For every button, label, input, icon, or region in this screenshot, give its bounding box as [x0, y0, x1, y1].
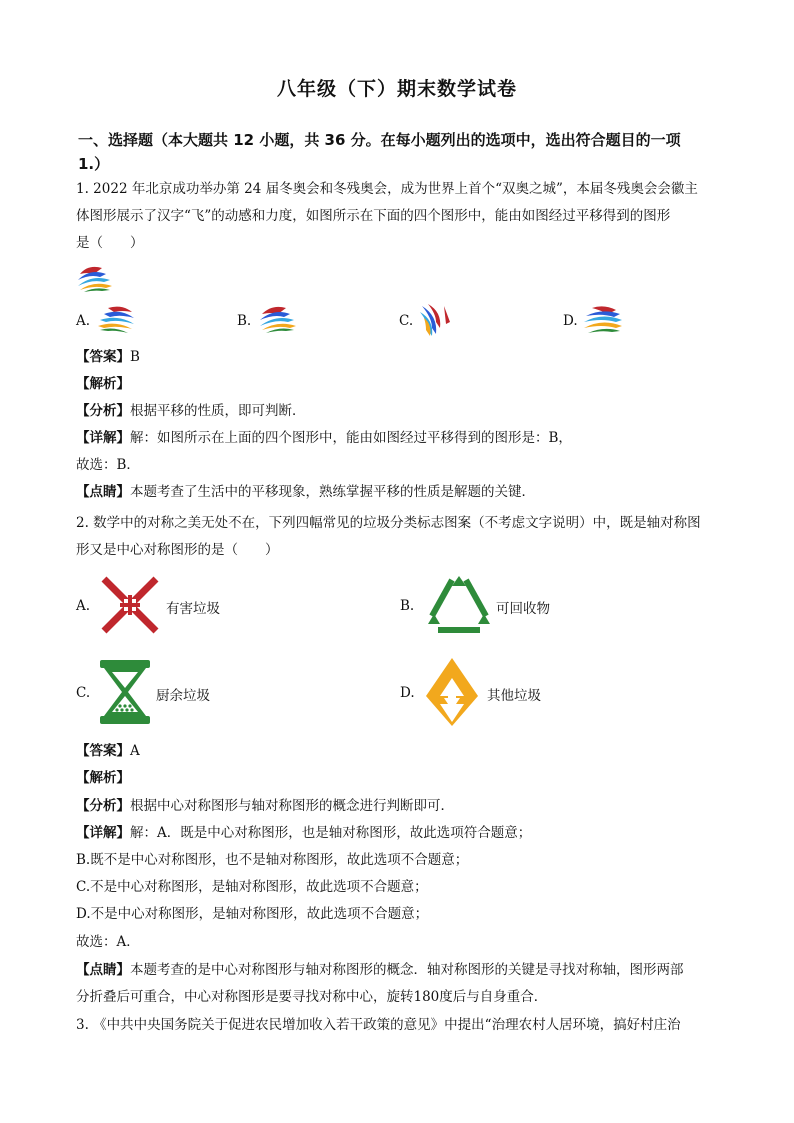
- recyclable-icon[interactable]: [426, 574, 492, 636]
- q1-option-c-icon[interactable]: [418, 302, 452, 338]
- answer-tag: 【答案】: [76, 349, 130, 365]
- hazardous-waste-icon[interactable]: [100, 575, 160, 635]
- other-waste-icon[interactable]: [422, 656, 482, 728]
- q1-option-d-label: D.: [563, 313, 578, 329]
- q2-option-d-letter: D.: [400, 685, 415, 701]
- q2-option-c-letter: C.: [76, 685, 91, 701]
- q1-option-a-icon[interactable]: [92, 304, 136, 334]
- section-heading: [78, 128, 718, 176]
- q2-analysis-tag: 【解析】: [76, 770, 130, 786]
- q2-option-c-caption: 厨余垃圾: [156, 688, 210, 704]
- q2-option-d-caption: 其他垃圾: [487, 688, 541, 704]
- q1-stem-line2: 体图形展示了汉字“飞”的动感和力度，如图所示在下面的四个图形中，能由如图经过平移得到的图形: [76, 208, 671, 224]
- q1-option-b-icon[interactable]: [258, 304, 302, 334]
- page-title: 八年级（下）期末数学试卷: [276, 78, 517, 100]
- q2-option-a-caption: 有害垃圾: [166, 601, 220, 617]
- section-heading-line2: 1.）: [78, 155, 110, 173]
- q2-dianjing: 【点睛】本题考查的是中心对称图形与轴对称图形的概念．轴对称图形的关键是寻找对称轴，图形两部 分折叠后可重合，中心对称图形是要寻找对称中心，旋转180度后与自身重合．: [76, 962, 684, 1005]
- q1-fenxi: 【分析】根据平移的性质，即可判断．: [76, 403, 306, 419]
- q1-option-d-icon[interactable]: [582, 304, 626, 334]
- q2-xiangjie: 【详解】解：A．既是中心对称图形，也是轴对称图形，故此选项符合题意；: [76, 825, 532, 841]
- q1-stem: [76, 176, 716, 257]
- q3-stem-line1: 3. 《中共中央国务院关于促进农民增加收入若干政策的意见》中提出“治理农村人居环境，搞好村庄治: [76, 1017, 681, 1033]
- q2-fenxi: 【分析】根据中心对称图形与轴对称图形的概念进行判断即可．: [76, 798, 454, 814]
- q1-dianjing: 【点睛】本题考查了生活中的平移现象，熟练掌握平移的性质是解题的关键．: [76, 484, 535, 500]
- q2-stem-line1: 2. 数学中的对称之美无处不在，下列四幅常见的垃圾分类标志图案（不考虑文字说明）中，既是轴对称图: [76, 515, 701, 531]
- q2-option-b-letter: B.: [400, 598, 415, 614]
- q1-option-c-label: C.: [399, 313, 414, 329]
- q2-answer: 【答案】A: [76, 743, 140, 759]
- q1-option-a-label: A.: [76, 313, 91, 329]
- q2-conclusion: 故选：A．: [76, 934, 140, 950]
- q1-stem-line1: 1. 2022 年北京成功举办第 24 届冬奥会和冬残奥会，成为世界上首个“双奥之城”，本届冬残奥会会徽主: [76, 181, 698, 197]
- answer-value: B: [130, 349, 140, 365]
- q1-xiangjie: 【详解】解：如图所示在上面的四个图形中，能由如图经过平移得到的图形是：B，: [76, 430, 572, 446]
- q2-stem: [76, 510, 716, 564]
- q1-conclusion: 故选：B．: [76, 457, 140, 473]
- q2-option-b-caption: 可回收物: [496, 601, 550, 617]
- q2-line-c: C.不是中心对称图形，是轴对称图形，故此选项不合题意；: [76, 879, 428, 895]
- kitchen-waste-icon[interactable]: [98, 658, 152, 726]
- section-heading-line1: 一、选择题（本大题共 12 小题，共 36 分。在每小题列出的选项中，选出符合题目的一项: [78, 131, 681, 149]
- q2-option-a-letter: A.: [76, 598, 91, 614]
- q1-analysis-tag: 【解析】: [76, 376, 130, 392]
- q2-line-b: B.既不是中心对称图形，也不是轴对称图形，故此选项不合题意；: [76, 852, 469, 868]
- q1-stem-line3: 是（ ）: [76, 235, 144, 251]
- q2-line-d: D.不是中心对称图形，是轴对称图形，故此选项不合题意；: [76, 906, 429, 922]
- q1-answer: [76, 344, 716, 371]
- q2-stem-line2: 形又是中心对称图形的是（ ）: [76, 542, 279, 558]
- emblem-reference-icon: [76, 262, 116, 292]
- q1-option-b-label: B.: [237, 313, 252, 329]
